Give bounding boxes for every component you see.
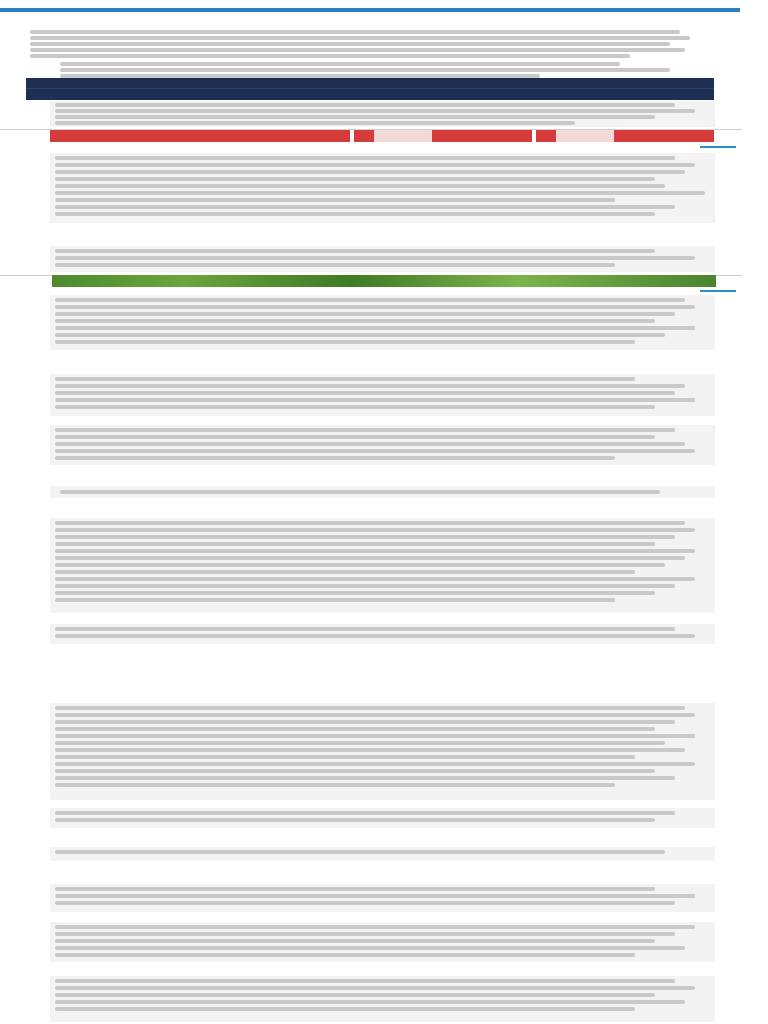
accent-bar [0,8,740,12]
browser-top-bar [0,0,768,12]
article-photo [52,275,716,287]
hero-banner [26,78,714,100]
promo-banner[interactable] [50,129,350,142]
promo-thumbnail [374,129,432,142]
tab-title [0,0,768,8]
promo-tile[interactable] [354,129,532,142]
promo-thumbnail [556,129,614,142]
promo-tile[interactable] [536,129,714,142]
divider-accent [700,146,736,148]
divider [0,129,742,130]
divider-accent [700,290,736,292]
